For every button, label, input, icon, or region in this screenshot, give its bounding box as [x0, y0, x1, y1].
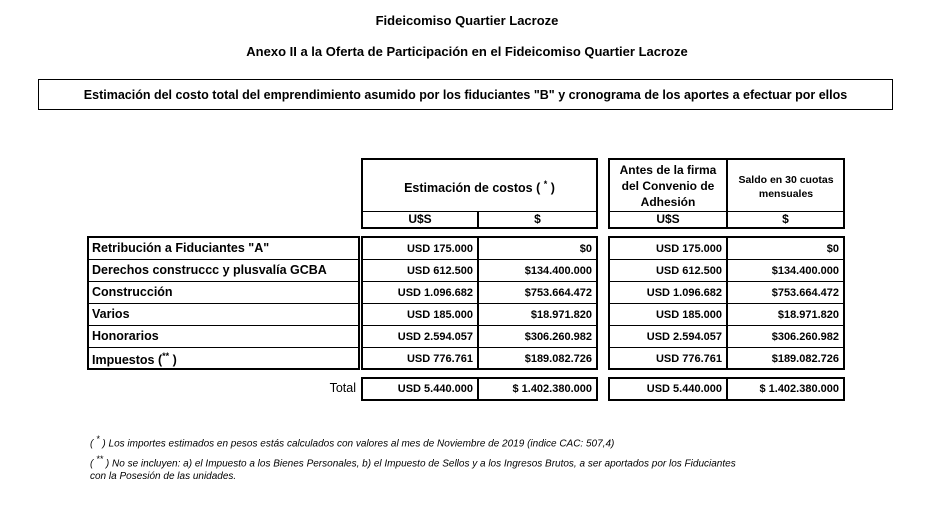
row-label	[89, 285, 359, 299]
footnote-1	[90, 434, 890, 449]
footnote-1-text: ) Los importes estimados en pesos estás calculados con valores al mes de Noviembre de 2019 (indice CAC: 507,4)	[102, 438, 615, 450]
row-saldo-ars: $189.082.726	[771, 353, 839, 365]
row-label-text: Impuestos (	[92, 353, 163, 368]
row-divider	[361, 281, 598, 282]
row-divider	[608, 303, 845, 304]
row-divider	[608, 347, 845, 348]
row-label	[89, 351, 359, 367]
row-est-usd: USD 2.594.057	[397, 331, 473, 343]
total-est-usd: USD 5.440.000	[397, 383, 473, 395]
header-ars-1: $	[534, 212, 541, 226]
row-label-text: Retribución a Fiduciantes "A"	[92, 241, 270, 255]
header-antes: Antes de la firma del Convenio de Adhesión	[619, 163, 717, 209]
row-est-ars: $306.260.982	[524, 331, 592, 343]
row-label-text: Honorarios	[92, 329, 159, 343]
footnote-2	[90, 454, 890, 469]
row-saldo-ars: $0	[826, 243, 839, 255]
document-title: Fideicomiso Quartier Lacroze	[375, 13, 559, 28]
row-label-text: Construcción	[92, 285, 173, 299]
section-title: Estimación del costo total del emprendimiento asumido por los fiduciantes "B" y cronograma de los aportes a efectuar por ellos	[83, 87, 848, 102]
header-saldo: Saldo en 30 cuotas mensuales	[738, 174, 834, 200]
row-saldo-ars: $134.400.000	[771, 265, 839, 277]
row-divider	[87, 259, 360, 260]
row-label	[89, 329, 359, 343]
header-usd-2: U$S	[656, 212, 680, 226]
row-est-ars: $189.082.726	[524, 353, 592, 365]
section-title-box	[38, 79, 893, 110]
row-label	[89, 307, 359, 321]
footnote-2-cont: con la Posesión de las unidades.	[90, 471, 237, 482]
row-est-usd: USD 185.000	[406, 309, 473, 321]
row-est-ars: $18.971.820	[530, 309, 592, 321]
row-divider	[87, 303, 360, 304]
footnote-2-text: ) No se incluyen: a) el Impuesto a los Bienes Personales, b) el Impuesto de Sellos y a los Ingresos Brutos, a ser aportados por los Fiduciantes	[105, 458, 736, 470]
footnote-2-open: (	[90, 458, 94, 470]
row-divider	[87, 325, 360, 326]
row-est-usd: USD 612.500	[406, 265, 473, 277]
row-label	[89, 241, 359, 255]
row-antes-usd: USD 612.500	[655, 265, 722, 277]
total-antes-usd: USD 5.440.000	[646, 383, 722, 395]
row-antes-usd: USD 2.594.057	[646, 331, 722, 343]
row-divider	[87, 347, 360, 348]
document-subtitle: Anexo II a la Oferta de Participación en el Fideicomiso Quartier Lacroze	[246, 44, 688, 59]
row-est-usd: USD 1.096.682	[397, 287, 473, 299]
row-saldo-ars: $306.260.982	[771, 331, 839, 343]
footnote-1-open: (	[90, 438, 94, 450]
row-label	[89, 263, 359, 277]
total-label: Total	[329, 381, 356, 395]
row-est-ars: $0	[579, 243, 592, 255]
row-divider	[361, 325, 598, 326]
row-antes-usd: USD 1.096.682	[646, 287, 722, 299]
row-est-ars: $134.400.000	[524, 265, 592, 277]
header-ars-2: $	[782, 212, 789, 226]
header-estimacion-text: Estimación de costos (	[404, 181, 541, 196]
row-divider	[608, 325, 845, 326]
row-est-usd: USD 776.761	[406, 353, 473, 365]
total-saldo-ars: $ 1.402.380.000	[759, 383, 839, 395]
footnote-2-mark: **	[96, 454, 104, 464]
total-est-ars: $ 1.402.380.000	[512, 383, 592, 395]
row-divider	[87, 281, 360, 282]
row-label-mark: **	[162, 351, 170, 361]
row-label-text: Varios	[92, 307, 130, 321]
row-divider	[361, 259, 598, 260]
row-divider	[608, 259, 845, 260]
row-saldo-ars: $753.664.472	[771, 287, 839, 299]
row-divider	[361, 347, 598, 348]
row-saldo-ars: $18.971.820	[777, 309, 839, 321]
row-label-close: )	[172, 353, 177, 368]
row-divider	[361, 303, 598, 304]
header-estimacion-mark: *	[543, 179, 548, 189]
row-divider	[608, 281, 845, 282]
header-estimacion-close: )	[550, 181, 555, 196]
row-antes-usd: USD 175.000	[655, 243, 722, 255]
header-estimacion-label	[363, 179, 596, 195]
header-usd-1: U$S	[408, 212, 432, 226]
row-est-usd: USD 175.000	[406, 243, 473, 255]
footnote-1-mark: *	[96, 434, 100, 444]
row-label-text: Derechos construccc y plusvalía GCBA	[92, 263, 327, 277]
row-antes-usd: USD 776.761	[655, 353, 722, 365]
row-antes-usd: USD 185.000	[655, 309, 722, 321]
row-est-ars: $753.664.472	[524, 287, 592, 299]
